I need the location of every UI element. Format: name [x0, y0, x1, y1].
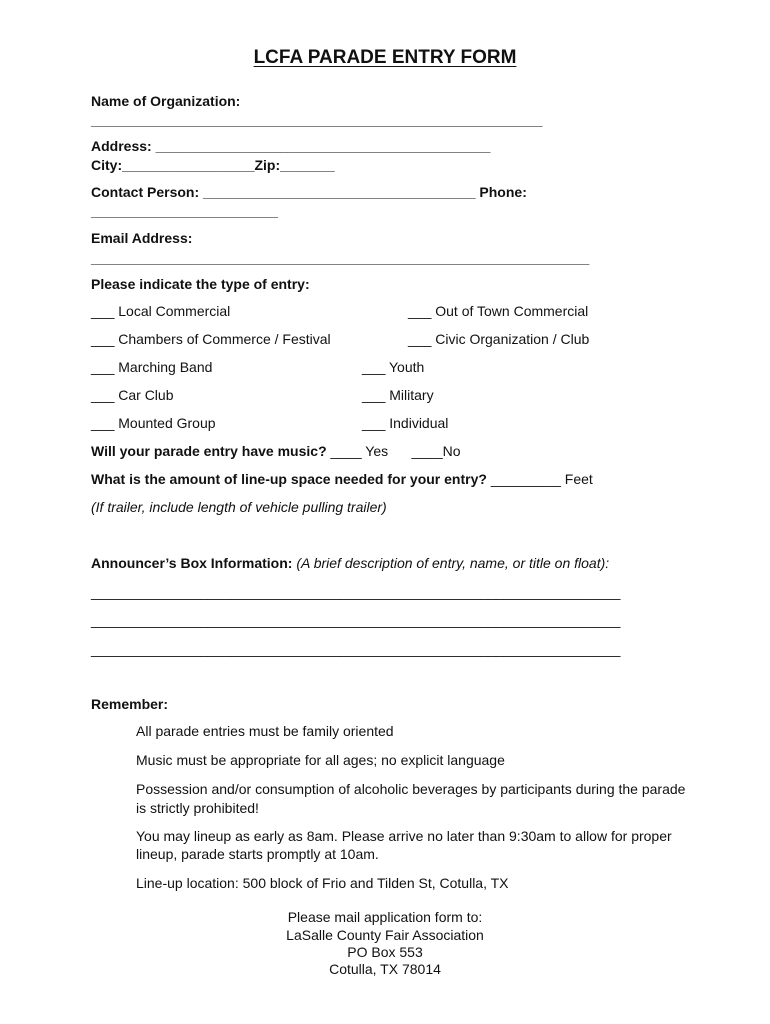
contact-phone-field[interactable]: Contact Person: ___________________________________ Phone: — [91, 184, 527, 200]
remember-item: is strictly prohibited! — [136, 800, 259, 816]
organization-label: Name of Organization: — [91, 93, 241, 109]
announcer-line[interactable]: ____________________________________________________________________ — [91, 641, 621, 657]
option-marching-band[interactable]: ___ Marching Band — [91, 359, 213, 375]
option-individual[interactable]: ___ Individual — [362, 415, 449, 431]
option-chambers-of-commerce[interactable]: ___ Chambers of Commerce / Festival — [91, 331, 331, 347]
music-row — [91, 443, 461, 459]
email-line[interactable]: ________________________________________________________________ — [91, 250, 590, 266]
announcer-label: Announcer’s Box Information: — [91, 555, 293, 571]
option-car-club[interactable]: ___ Car Club — [91, 387, 174, 403]
announcer-line[interactable]: ____________________________________________________________________ — [91, 584, 621, 600]
phone-line[interactable]: ________________________ — [91, 203, 278, 219]
lineup-question: What is the amount of line-up space needed for your entry? — [91, 471, 487, 487]
email-label: Email Address: — [91, 230, 193, 246]
lineup-answer[interactable]: _________ Feet — [486, 471, 593, 487]
organization-line[interactable]: __________________________________________________________ — [91, 112, 543, 128]
remember-item: lineup, parade starts promptly at 10am. — [136, 846, 379, 862]
option-civic-organization[interactable]: ___ Civic Organization / Club — [408, 331, 590, 347]
announcer-hint: (A brief description of entry, name, or title on float): — [292, 555, 610, 571]
option-mounted-group[interactable]: ___ Mounted Group — [91, 415, 216, 431]
mail-intro: Please mail application form to: — [287, 909, 483, 925]
remember-item: All parade entries must be family oriented — [136, 723, 394, 739]
form-title: LCFA PARADE ENTRY FORM — [253, 47, 517, 68]
lineup-row — [91, 471, 593, 487]
mail-name: LaSalle County Fair Association — [286, 927, 484, 943]
option-local-commercial[interactable]: ___ Local Commercial — [91, 303, 231, 319]
announcer-line[interactable]: ____________________________________________________________________ — [91, 612, 621, 628]
remember-item: Music must be appropriate for all ages; no explicit language — [136, 752, 505, 768]
option-youth[interactable]: ___ Youth — [362, 359, 425, 375]
city-zip-field[interactable]: City:_________________Zip:_______ — [91, 157, 335, 173]
remember-heading: Remember: — [91, 696, 169, 712]
remember-item: Line-up location: 500 block of Frio and Tilden St, Cotulla, TX — [136, 875, 509, 891]
option-military[interactable]: ___ Military — [362, 387, 434, 403]
address-field[interactable]: Address: ___________________________________________ — [91, 138, 491, 154]
remember-item: You may lineup as early as 8am. Please arrive no later than 9:30am to allow for proper — [136, 828, 672, 844]
music-question: Will your parade entry have music? — [91, 443, 327, 459]
entry-type-heading: Please indicate the type of entry: — [91, 276, 310, 292]
lineup-note: (If trailer, include length of vehicle pulling trailer) — [91, 499, 387, 515]
option-out-of-town-commercial[interactable]: ___ Out of Town Commercial — [408, 303, 589, 319]
announcer-row — [91, 555, 609, 571]
music-answers[interactable]: ____ Yes ____No — [326, 443, 461, 459]
mail-box: PO Box 553 — [347, 944, 423, 960]
mail-city: Cotulla, TX 78014 — [329, 961, 441, 977]
remember-item: Possession and/or consumption of alcoholic beverages by participants during the parade — [136, 781, 686, 797]
